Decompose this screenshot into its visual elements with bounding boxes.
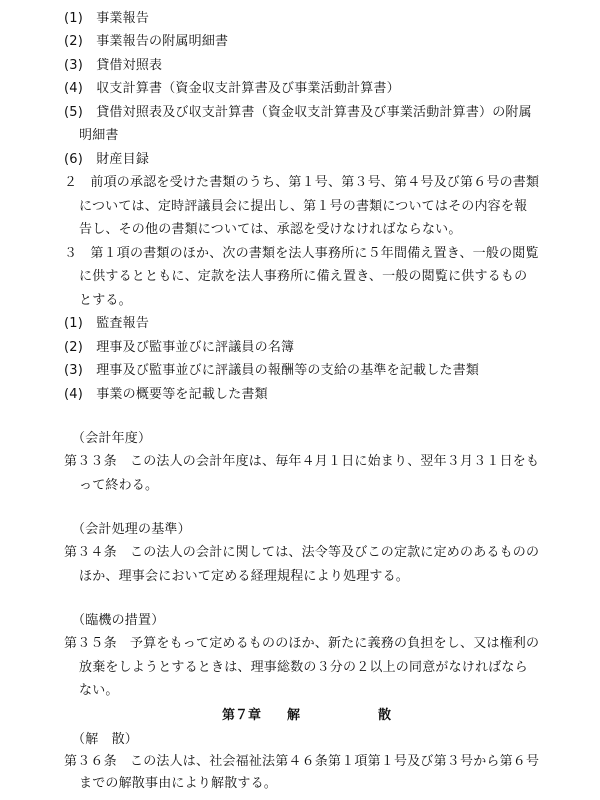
text-line: (2) 事業報告の附属明細書 <box>64 34 229 49</box>
text-line: ほか、理事会において定める経理規程により処理する。 <box>79 569 410 584</box>
text-line: に供するとともに、定款を法人事務所に備え置き、一般の閲覧に供するもの <box>79 269 528 284</box>
section-heading: （解 散） <box>72 732 139 747</box>
text-line: (4) 収支計算書（資金収支計算書及び事業活動計算書） <box>64 81 400 96</box>
text-line: (1) 事業報告 <box>64 11 150 26</box>
text-line: (4) 事業の概要等を記載した書類 <box>64 387 268 402</box>
chapter-title: 第７章 解 散 <box>222 708 392 723</box>
text-line: (5) 貸借対照表及び収支計算書（資金収支計算書及び事業活動計算書）の附属 <box>64 105 532 120</box>
text-line: (6) 財産目録 <box>64 152 150 167</box>
section-heading: （臨機の措置） <box>72 613 165 628</box>
text-line: (3) 理事及び監事並びに評議員の報酬等の支給の基準を記載した書類 <box>64 363 480 378</box>
text-line: とする。 <box>79 293 132 308</box>
text-line: 放棄をしようとするときは、理事総数の３分の２以上の同意がなければなら <box>79 660 528 675</box>
text-line: ない。 <box>79 683 119 698</box>
text-line: ２ 前項の承認を受けた書類のうち、第１号、第３号、第４号及び第６号の書類 <box>64 175 540 190</box>
text-line: (3) 貸借対照表 <box>64 58 163 73</box>
text-line: ３ 第１項の書類のほか、次の書類を法人事務所に５年間備え置き、一般の閲覧 <box>64 246 539 261</box>
text-line: については、定時評議員会に提出し、第１号の書類についてはその内容を報 <box>79 199 528 214</box>
section-heading: （会計処理の基準） <box>72 522 191 537</box>
section-heading: （会計年度） <box>72 431 152 446</box>
text-line: 第３６条 この法人は、社会福祉法第４６条第１項第１号及び第３号から第６号 <box>64 754 540 769</box>
text-line: 第３５条 予算をもって定めるもののほか、新たに義務の負担をし、又は権利の <box>64 636 540 651</box>
text-line: 第３３条 この法人の会計年度は、毎年４月１日に始まり、翌年３月３１日をも <box>64 454 540 469</box>
text-line: 告し、その他の書類については、承認を受けなければならない。 <box>79 222 462 237</box>
text-line: 明細書 <box>79 128 119 143</box>
text-line: (2) 理事及び監事並びに評議員の名簿 <box>64 340 295 355</box>
text-line: (1) 監査報告 <box>64 316 150 331</box>
text-line: って終わる。 <box>79 478 159 493</box>
text-line: までの解散事由により解散する。 <box>79 776 278 791</box>
text-line: 第３４条 この法人の会計に関しては、法令等及びこの定款に定めのあるものの <box>64 545 540 560</box>
